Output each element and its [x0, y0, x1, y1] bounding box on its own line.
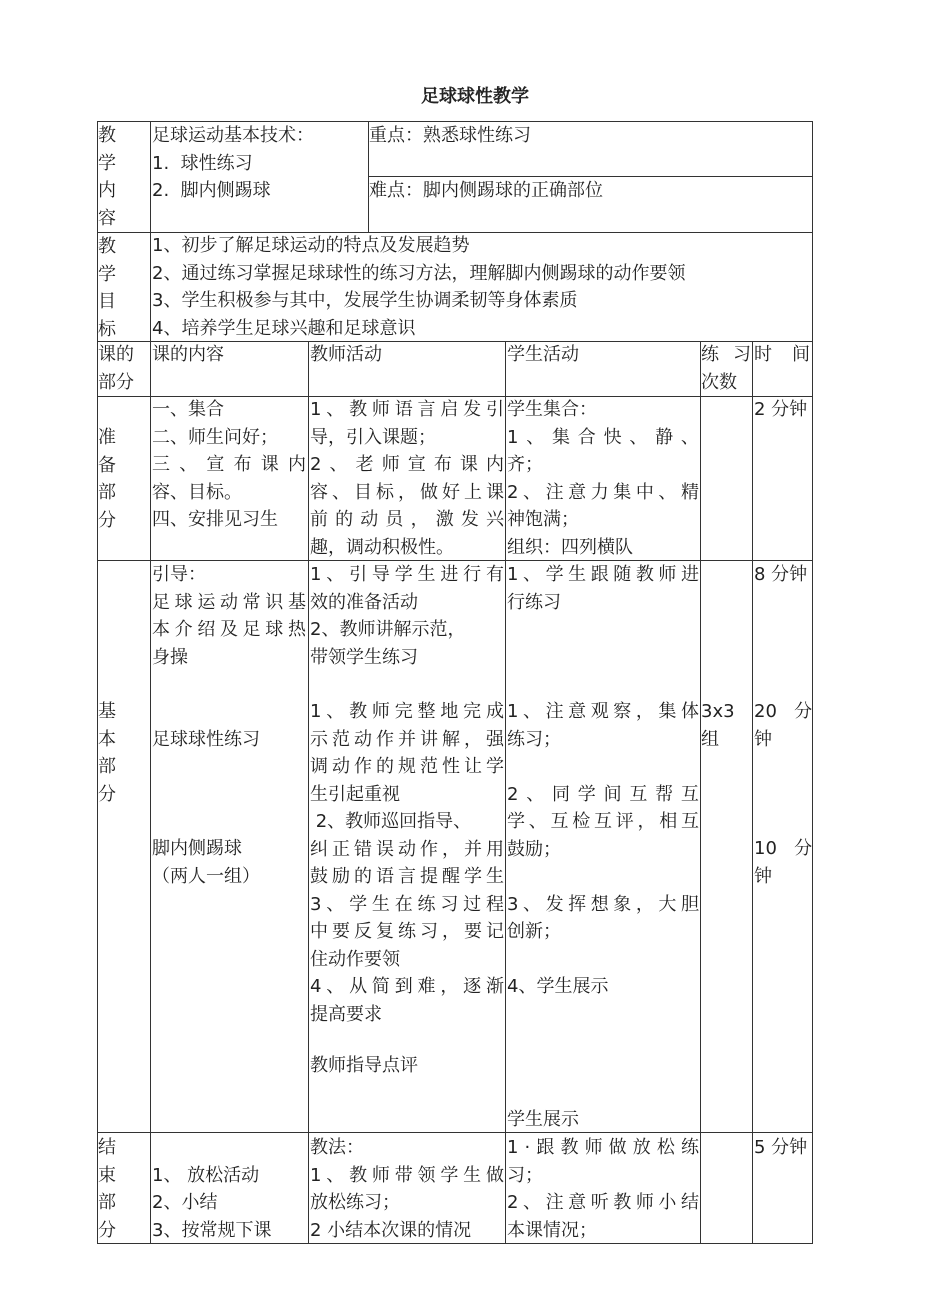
basic-student-intro-line: 行练习	[507, 591, 561, 613]
prep-row-label-line: 备	[98, 454, 116, 476]
content-basics-line: 1. 球性练习	[152, 152, 253, 174]
basic-time-ball-line: 钟	[754, 728, 772, 750]
basic-teacher-review	[310, 1052, 504, 1080]
header-reps-line: 练 习	[701, 344, 751, 365]
basic-content-kick-line: 脚内侧踢球	[152, 838, 242, 859]
difficulty-point-line: 难点：脚内侧踢球的正确部位	[369, 180, 603, 201]
prep-teacher-line: 导，引入课题；	[310, 426, 436, 448]
grid-line	[700, 341, 701, 1244]
header-content	[152, 341, 306, 369]
grid-line	[150, 121, 151, 1244]
key-point	[369, 122, 809, 150]
basic-student-show	[507, 1106, 699, 1134]
basic-teacher-main-line: 示 范 动 作 并 讲 解 ， 强	[310, 728, 504, 750]
grid-line	[812, 121, 813, 1244]
objectives-row-label-line: 目	[98, 291, 116, 312]
prep-content-line: 三 、 宣 布 课 内	[152, 454, 306, 475]
end-teacher-line: 2 小结本次课的情况	[310, 1219, 472, 1241]
header-student-line: 学生活动	[507, 344, 579, 365]
basic-student-show-line: 学生展示	[507, 1109, 579, 1130]
basic-teacher-intro-line: 2、教师讲解示范，	[310, 619, 466, 640]
prep-row-label-line: 部	[98, 482, 116, 503]
basic-content-intro-line: 本 介 绍 及 足 球 热	[152, 619, 306, 640]
header-content-line: 课的内容	[152, 344, 224, 365]
header-teacher-line: 教师活动	[310, 344, 382, 365]
grid-line	[308, 341, 309, 1244]
basic-student-main-line	[507, 863, 699, 891]
basic-reps	[701, 698, 751, 753]
prep-teacher-line: 容 、 目 标 ， 做 好 上 课	[310, 481, 504, 503]
content-row-label-line: 学	[98, 152, 116, 174]
content-basics-line: 足球运动基本技术：	[152, 125, 314, 146]
basic-content-kick	[152, 835, 306, 890]
header-part-line: 课的	[98, 344, 134, 365]
end-teacher-line: 教法：	[310, 1137, 364, 1158]
end-content-line	[152, 1134, 306, 1162]
basic-teacher-main-line: 1 、 教 师 完 整 地 完 成	[310, 701, 504, 722]
end-content-line: 1、 放松活动	[152, 1164, 260, 1186]
key-point-line: 重点：熟悉球性练习	[369, 125, 531, 146]
content-row-label	[98, 122, 148, 232]
basic-content-intro-line: 引导：	[152, 564, 206, 585]
grid-line	[752, 341, 753, 1244]
end-teacher	[310, 1134, 504, 1244]
objectives-list-line: 1、初步了解足球运动的特点及发展趋势	[152, 235, 470, 256]
basic-teacher-intro-line: 带领学生练习	[310, 646, 418, 668]
basic-teacher-main-line: 4 、 从 简 到 难 ， 逐 渐	[310, 976, 504, 997]
basic-content-ball-line: 足球球性练习	[152, 729, 260, 750]
content-row-label-line: 教	[98, 125, 116, 146]
header-part	[98, 341, 148, 396]
objectives-row-label	[98, 233, 148, 343]
prep-row-label	[98, 424, 148, 534]
end-content-line: 3、按常规下课	[152, 1219, 272, 1241]
prep-time-line: 2 分钟	[754, 399, 808, 420]
header-reps-line: 次数	[701, 371, 737, 393]
basic-student-main-line: 学 、 互 检 互 评 ， 相 互	[507, 811, 699, 832]
basic-teacher-main-line: 中 要 反 复 练 习 ， 要 记	[310, 921, 504, 942]
prep-teacher-line: 1 、 教 师 语 言 启 发 引	[310, 399, 504, 420]
prep-teacher-line: 趣，调动积极性。	[310, 536, 454, 558]
objectives-row-label-line: 标	[98, 318, 116, 340]
basic-row-label	[98, 698, 148, 808]
basic-row-label-line: 本	[98, 728, 116, 750]
basic-content-intro-line: 足 球 运 动 常 识 基	[152, 591, 306, 613]
prep-student-line: 学生集合：	[507, 399, 597, 420]
prep-content-line: 四、安排见习生	[152, 509, 278, 530]
prep-content-line: 容、目标。	[152, 481, 242, 503]
end-time	[754, 1134, 810, 1162]
objectives-row-label-line: 学	[98, 263, 116, 285]
basic-reps-line: 组	[701, 728, 719, 750]
basic-student-main-line: 2 、 同 学 间 互 帮 互	[507, 783, 699, 805]
basic-student-intro	[507, 561, 699, 616]
basic-teacher-main-line: 生引起重视	[310, 783, 400, 805]
end-student	[507, 1134, 699, 1244]
basic-content-kick-line: （两人一组）	[152, 865, 260, 887]
end-row-label-line: 部	[98, 1192, 116, 1213]
header-teacher	[310, 341, 503, 369]
header-part-line: 部分	[98, 371, 134, 393]
header-reps	[701, 341, 751, 396]
basic-student-main	[507, 698, 699, 1001]
grid-line	[505, 341, 506, 1244]
basic-time-intro	[754, 561, 810, 589]
basic-student-main-line	[507, 946, 699, 974]
prep-teacher-line: 前 的 动 员 ， 激 发 兴	[310, 509, 504, 530]
prep-teacher	[310, 396, 504, 561]
objectives-row-label-line: 教	[98, 236, 116, 257]
prep-student-line: 组织：四列横队	[507, 536, 633, 558]
prep-time	[754, 396, 810, 424]
basic-teacher-main-line: 调 动 作 的 规 范 性 让 学	[310, 756, 504, 777]
end-student-line: 本课情况；	[507, 1219, 597, 1241]
basic-student-main-line: 鼓励；	[507, 838, 561, 860]
end-row-label-line: 分	[98, 1219, 116, 1241]
basic-reps-line: 3x3	[701, 701, 735, 722]
basic-time-kick-line: 10 分	[754, 838, 813, 859]
basic-content-intro	[152, 561, 306, 671]
prep-teacher-line: 2 、 老 师 宣 布 课 内	[310, 454, 504, 475]
basic-time-kick-line: 钟	[754, 865, 772, 887]
header-time-line: 时 间	[754, 344, 810, 365]
end-content	[152, 1134, 306, 1244]
objectives-list	[152, 232, 812, 342]
end-row-label-line: 束	[98, 1164, 116, 1186]
basic-student-intro-line: 1 、 学 生 跟 随 教 师 进	[507, 564, 699, 585]
basic-student-main-line	[507, 753, 699, 781]
prep-content-line: 一、集合	[152, 399, 224, 420]
prep-student-line: 1 、 集 合 快 、 静 、	[507, 426, 699, 448]
basic-teacher-main-line: 住动作要领	[310, 948, 400, 970]
basic-teacher-main	[310, 698, 504, 1028]
basic-content-intro-line: 身操	[152, 646, 188, 668]
basic-teacher-main-line: 鼓 励 的 语 言 提 醒 学 生	[310, 866, 504, 887]
basic-content-ball	[152, 726, 306, 754]
basic-time-ball-line: 20 分	[754, 701, 813, 722]
objectives-list-line: 2、通过练习掌握足球球性的练习方法，理解脚内侧踢球的动作要领	[152, 262, 686, 284]
basic-teacher-review-line: 教师指导点评	[310, 1055, 418, 1076]
basic-row-label-line: 基	[98, 701, 116, 722]
end-student-line: 2 、 注 意 听 教 师 小 结	[507, 1192, 699, 1213]
basic-time-kick	[754, 835, 813, 890]
header-student	[507, 341, 698, 369]
basic-student-main-line: 创新；	[507, 921, 561, 942]
basic-student-main-line: 练习；	[507, 728, 561, 750]
basic-student-main-line: 4、学生展示	[507, 976, 609, 997]
end-time-line: 5 分钟	[754, 1137, 808, 1158]
prep-student-line: 神饱满；	[507, 509, 579, 530]
end-teacher-line: 1 、 教 师 带 领 学 生 做	[310, 1164, 504, 1186]
end-student-line: 习；	[507, 1164, 543, 1186]
grid-line	[97, 1132, 813, 1133]
prep-student	[507, 396, 699, 561]
content-basics-line: 2. 脚内侧踢球	[152, 180, 271, 201]
basic-teacher-main-line: 提高要求	[310, 1003, 382, 1025]
end-row-label	[98, 1134, 148, 1244]
end-row-label-line: 结	[98, 1137, 116, 1158]
difficulty-point	[369, 177, 809, 205]
basic-row-label-line: 分	[98, 783, 116, 805]
prep-student-line: 2 、 注 意 力 集 中 、 精	[507, 481, 699, 503]
basic-teacher-intro	[310, 561, 504, 671]
basic-time-intro-line: 8 分钟	[754, 564, 808, 585]
content-row-label-line: 内	[98, 180, 116, 201]
basic-teacher-main-line: 2、教师巡回指导、	[310, 811, 472, 832]
prep-content-line: 二、师生问好；	[152, 426, 278, 448]
prep-student-line: 齐；	[507, 454, 543, 475]
basic-time-ball	[754, 698, 813, 753]
content-row-label-line: 容	[98, 207, 116, 229]
header-time	[754, 341, 810, 369]
basic-student-main-line: 3 、 发 挥 想 象 ， 大 胆	[507, 893, 699, 915]
end-teacher-line: 放松练习；	[310, 1192, 400, 1213]
objectives-list-line: 4、培养学生足球兴趣和足球意识	[152, 317, 416, 339]
basic-teacher-main-line: 纠 正 错 误 动 作 ， 并 用	[310, 838, 504, 860]
prep-content	[152, 396, 306, 534]
page-title: 足球球性教学	[421, 86, 529, 107]
objectives-list-line: 3、学生积极参与其中，发展学生协调柔韧等身体素质	[152, 290, 578, 311]
basic-teacher-intro-line: 1 、 引 导 学 生 进 行 有	[310, 564, 504, 585]
prep-row-label-line: 分	[98, 509, 116, 531]
basic-teacher-intro-line: 效的准备活动	[310, 591, 418, 613]
basic-student-main-line: 1 、 注 意 观 察 ， 集 体	[507, 701, 699, 722]
end-content-line: 2、小结	[152, 1192, 218, 1213]
end-student-line: 1 · 跟 教 师 做 放 松 练	[507, 1137, 699, 1158]
content-basics	[152, 122, 366, 205]
basic-teacher-main-line: 3 、 学 生 在 练 习 过 程	[310, 893, 504, 915]
prep-row-label-line: 准	[98, 427, 116, 448]
basic-row-label-line: 部	[98, 756, 116, 777]
